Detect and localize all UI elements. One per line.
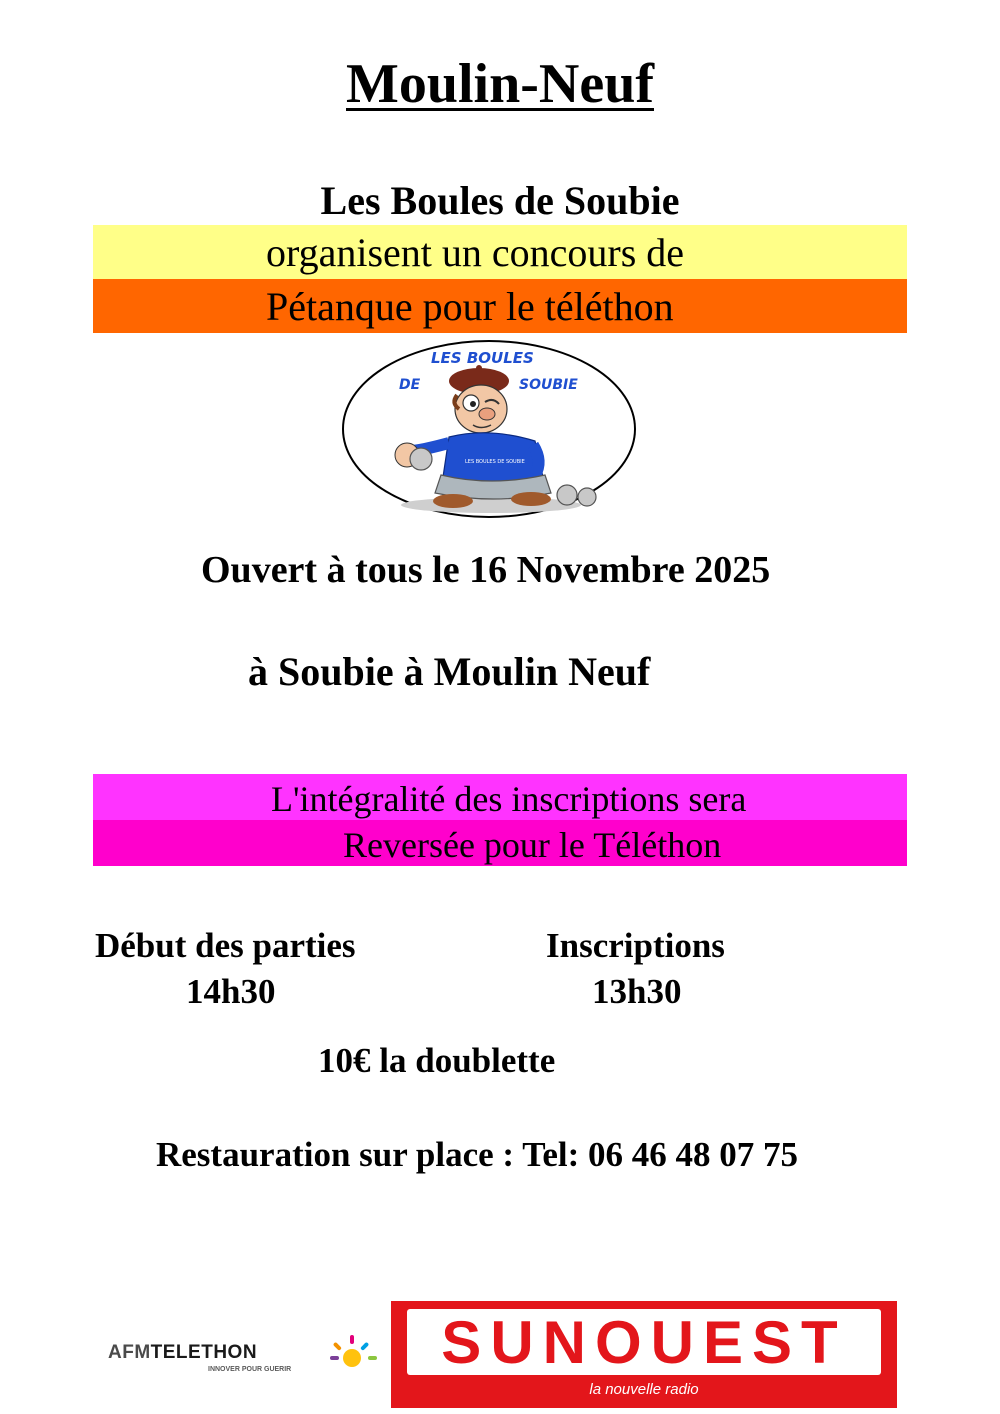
start-label: Début des parties (95, 926, 356, 965)
start-time: 14h30 (186, 972, 276, 1011)
club-logo (341, 339, 637, 520)
afm-name-part1: AFM (108, 1342, 151, 1363)
club-logo-text-right: SOUBIE (519, 377, 578, 393)
donation-line-1-text: L'intégralité des inscriptions sera (271, 779, 747, 819)
event-date: Ouvert à tous le 16 Novembre 2025 (201, 549, 771, 591)
afm-tagline: INNOVER POUR GUERIR (208, 1366, 292, 1373)
registration-time: 13h30 (592, 972, 682, 1011)
donation-line-2 (93, 820, 907, 866)
banner-line-2-text: Pétanque pour le téléthon (266, 284, 674, 329)
sunouest-logo (391, 1301, 897, 1408)
event-location: à Soubie à Moulin Neuf (248, 649, 651, 694)
sunouest-name-part2: OUEST (594, 1309, 847, 1376)
donation-line-2-text: Reversée pour le Téléthon (343, 825, 722, 865)
club-logo-text-top: LES BOULES (431, 349, 534, 367)
organizer-name: Les Boules de Soubie (320, 178, 680, 223)
page-title-text: Moulin-Neuf (346, 53, 654, 115)
catering-info: Restauration sur place : Tel: 06 46 48 07 75 (156, 1135, 798, 1174)
page-title (0, 52, 1000, 116)
banner-line-1 (93, 225, 907, 279)
afm-name-part2: TELETHON (150, 1342, 258, 1363)
sun-icon (330, 1332, 378, 1376)
registration-label: Inscriptions (546, 926, 725, 965)
banner-line-1-text: organisent un concours de (266, 230, 685, 275)
club-logo-shirt-text: LES BOULES DE SOUBIE (465, 459, 525, 465)
afm-telethon-logo (108, 1332, 380, 1382)
club-logo-text-left: DE (399, 377, 421, 393)
price: 10€ la doublette (318, 1041, 556, 1080)
sunouest-name-part1: SUN (441, 1309, 595, 1376)
banner-line-2 (93, 279, 907, 333)
donation-line-1 (93, 774, 907, 820)
sunouest-tagline: la nouvelle radio (589, 1381, 699, 1398)
